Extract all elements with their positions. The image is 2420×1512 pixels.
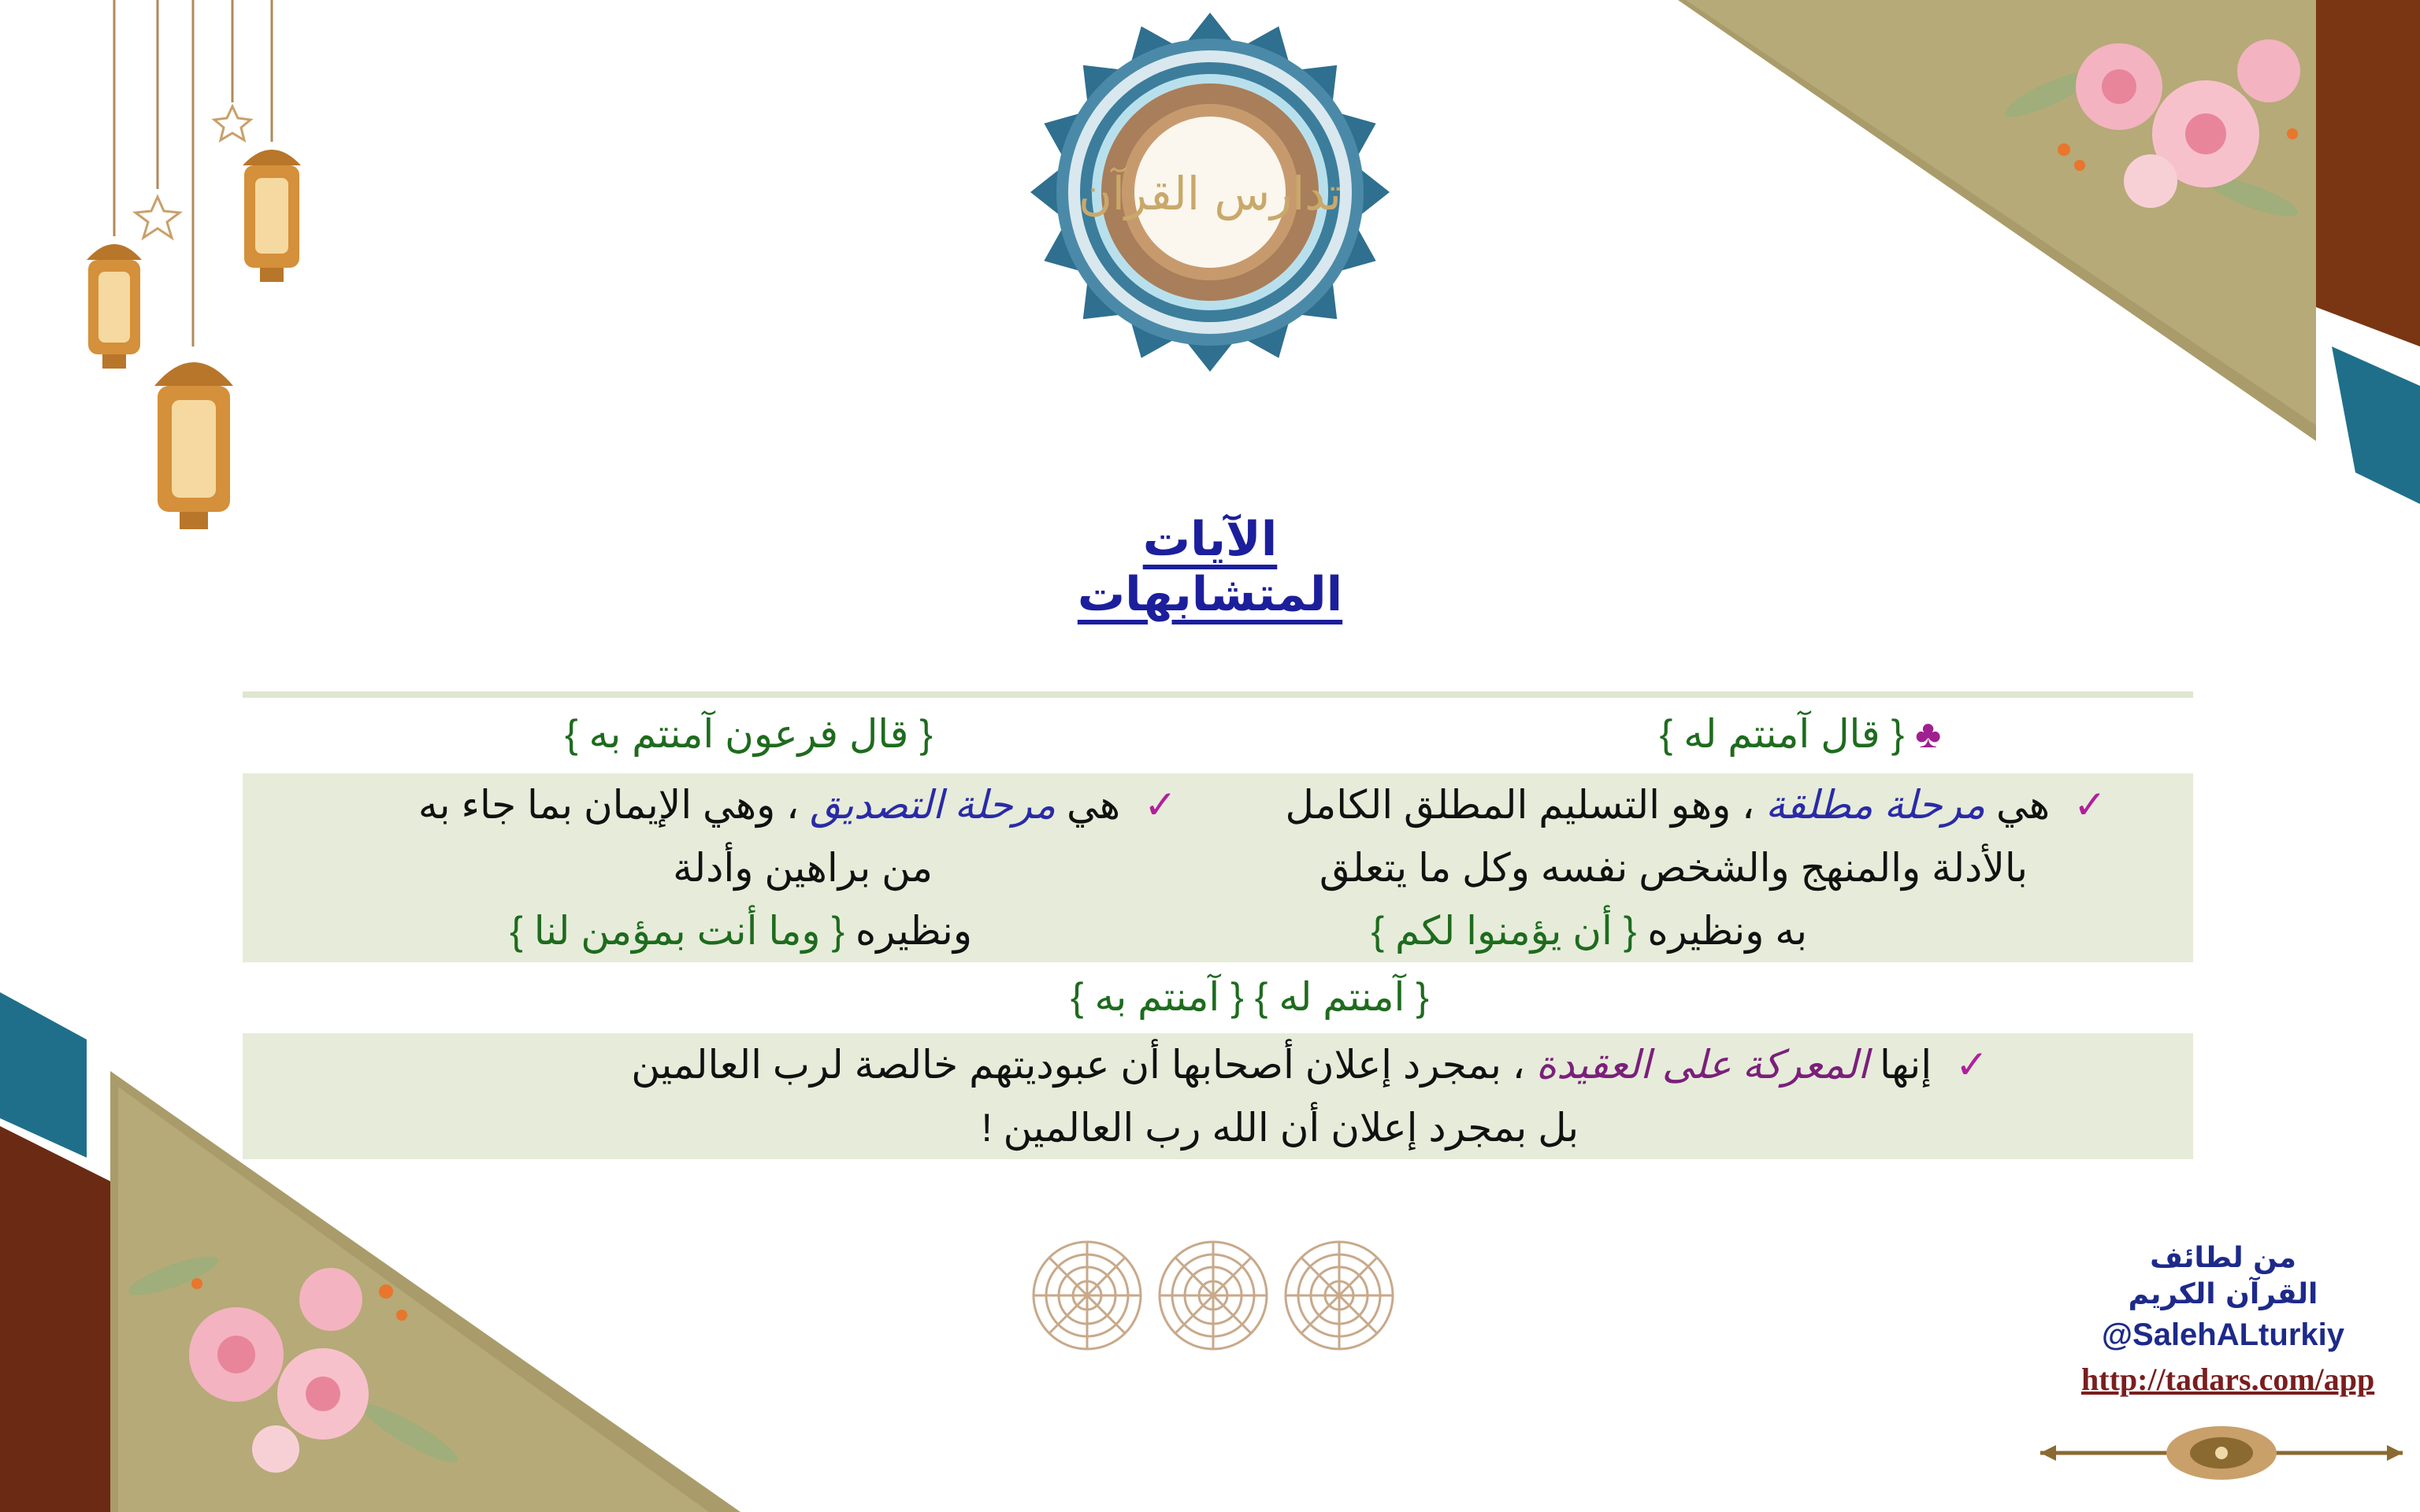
checkmark-icon: ✓	[2073, 783, 2106, 827]
text: ، بمجرد إعلان أصحابها أن عبوديتهم خالصة لرب العالمين	[631, 1043, 1525, 1087]
emphasis-text: مرحلة مطلقة	[1765, 783, 1986, 827]
svg-text:تدارس القرآن: تدارس القرآن	[1078, 167, 1342, 220]
verse-left: { قال فرعون آمنتم به }	[564, 712, 933, 756]
ornaments-decoration	[1024, 1228, 1402, 1362]
comparison-table	[243, 691, 2193, 1159]
checkmark-icon: ✓	[1955, 1043, 1988, 1087]
table-row	[243, 773, 2193, 962]
credit-line-2: القرآن الكريم	[2128, 1278, 2318, 1310]
credit-block	[2081, 1240, 2375, 1398]
text: بالأدلة والمنهج والشخص نفسه وكل ما يتعلق	[1319, 846, 2028, 890]
checkmark-icon: ✓	[1144, 783, 1177, 827]
text: ، وهي الإيمان بما جاء به	[418, 783, 800, 827]
website-link[interactable]: http://tadars.com/app	[2081, 1362, 2375, 1397]
divider-ornament	[2040, 1418, 2403, 1488]
text: بل بمجرد إعلان أن الله رب العالمين !	[981, 1106, 1579, 1150]
verse-text: { وما أنت بمؤمن لنا }	[510, 909, 845, 953]
text: من براهين وأدلة	[673, 846, 933, 890]
table-row	[243, 1033, 2193, 1159]
text: هي	[1996, 783, 2051, 827]
verse-text: { آمنتم له }	[1254, 975, 1429, 1019]
tadars-logo	[1029, 11, 1391, 373]
twitter-handle: @SalehALturkiy	[2102, 1317, 2344, 1352]
verse-text: { آمنتم به }	[1070, 975, 1244, 1019]
verse-text: { أن يؤمنوا لكم }	[1371, 909, 1637, 953]
text: ، وهو التسليم المطلق الكامل	[1285, 783, 1755, 827]
page-title: الآيات المتشابهات	[1077, 512, 1343, 622]
table-row	[243, 962, 2193, 1033]
flowers-decoration	[1954, 0, 2316, 252]
text: هي	[1067, 783, 1121, 827]
text: إنها	[1880, 1043, 1932, 1087]
text: ونظيره	[856, 909, 972, 953]
club-symbol-icon: ♣	[1915, 712, 1941, 756]
lanterns-decoration	[71, 0, 323, 536]
flowers-decoration	[126, 1228, 488, 1512]
lantern-icon	[243, 150, 301, 282]
credit-line-1: من لطائف	[2150, 1242, 2296, 1274]
lantern-icon	[87, 244, 142, 369]
text: به ونظيره	[1647, 909, 1807, 953]
emphasis-text: المعركة على العقيدة	[1535, 1043, 1869, 1087]
table-row	[243, 698, 2193, 773]
verse-right: { قال آمنتم له }	[1659, 712, 1905, 756]
lantern-icon	[154, 362, 233, 529]
emphasis-text: مرحلة التصديق	[810, 783, 1056, 827]
